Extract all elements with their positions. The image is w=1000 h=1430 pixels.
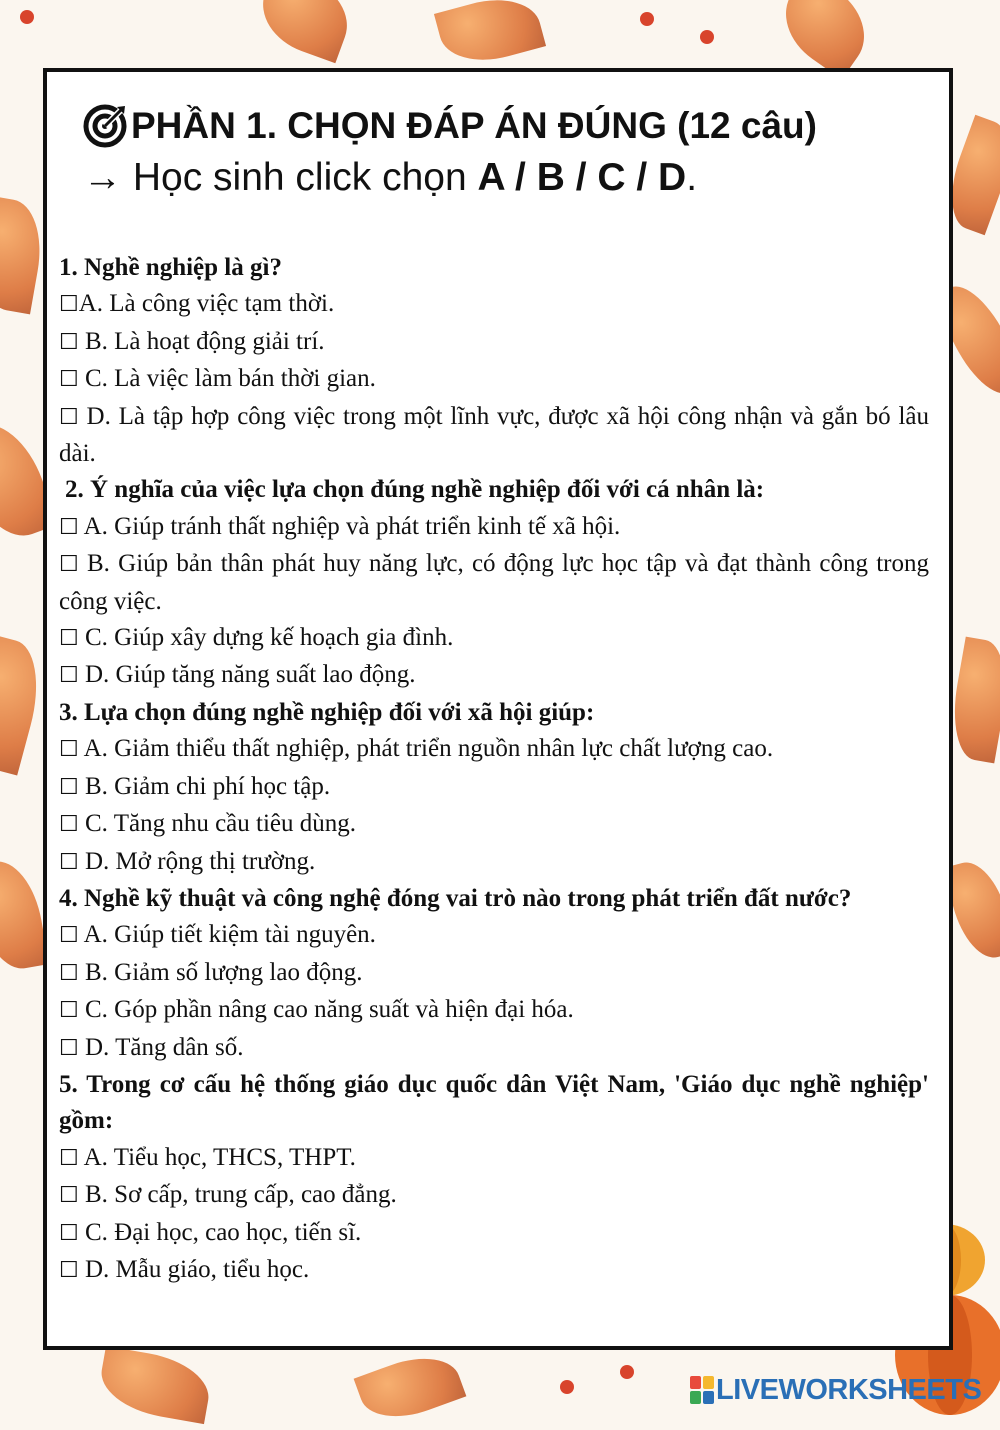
checkbox[interactable]: ☐ <box>59 998 79 1024</box>
option-1b[interactable] <box>59 324 929 361</box>
option-label: A. Tiểu học, THCS, THPT. <box>83 1143 356 1171</box>
option-label: A. Giảm thiểu thất nghiệp, phát triển nguồn nhân lực chất lượng cao. <box>83 735 774 763</box>
checkbox[interactable]: ☐ <box>59 923 79 949</box>
option-label: D. Giúp tăng năng suất lao động. <box>84 661 416 689</box>
checkbox[interactable]: ☐ <box>59 367 79 393</box>
option-label: B. Giảm chi phí học tập. <box>84 772 331 800</box>
checkbox[interactable]: ☐ <box>59 514 79 540</box>
instruction-prefix: → Học sinh click chọn <box>83 156 478 199</box>
option-label: C. Giúp xây dựng kế hoạch gia đình. <box>84 624 454 652</box>
checkbox[interactable]: ☐ <box>59 737 79 763</box>
option-label: B. Giảm số lượng lao động. <box>84 958 363 986</box>
checkbox[interactable]: ☐ <box>59 774 79 800</box>
worksheet-frame <box>43 68 953 1350</box>
option-4a[interactable] <box>59 917 929 954</box>
option-label: A. Là công việc tạm thời. <box>78 290 335 318</box>
checkbox[interactable]: ☐ <box>59 404 79 430</box>
checkbox[interactable]: ☐ <box>59 1183 79 1209</box>
option-2a[interactable] <box>59 509 929 546</box>
question-2: 2. Ý nghĩa của việc lựa chọn đúng nghề nghiệp đối với cá nhân là: <box>65 476 765 504</box>
option-label: C. Đại học, cao học, tiến sĩ. <box>84 1218 362 1246</box>
option-1a[interactable] <box>59 286 929 323</box>
checkbox[interactable]: ☐ <box>59 663 79 689</box>
checkbox[interactable]: ☐ <box>59 292 79 318</box>
option-3a[interactable] <box>59 731 929 768</box>
option-label: D. Mẫu giáo, tiểu học. <box>84 1255 310 1283</box>
checkbox[interactable]: ☐ <box>59 960 79 986</box>
checkbox[interactable]: ☐ <box>59 1257 79 1283</box>
checkbox[interactable]: ☐ <box>59 1220 79 1246</box>
option-5b[interactable] <box>59 1177 929 1214</box>
option-label: C. Góp phần nâng cao năng suất và hiện đại hóa. <box>84 996 574 1024</box>
option-label: A. Giúp tránh thất nghiệp và phát triển kinh tế xã hội. <box>83 512 621 540</box>
instruction-text <box>83 156 923 200</box>
question-5: 5. Trong cơ cấu hệ thống giáo dục quốc dân Việt Nam, 'Giáo dục nghề nghiệp' gồm: <box>59 1070 929 1135</box>
checkbox[interactable]: ☐ <box>59 329 79 355</box>
option-label: C. Là việc làm bán thời gian. <box>84 365 376 393</box>
option-1c[interactable] <box>59 361 929 398</box>
option-2c[interactable] <box>59 620 929 657</box>
option-label: D. Tăng dân số. <box>84 1033 244 1061</box>
checkbox[interactable]: ☐ <box>59 1145 79 1171</box>
checkbox[interactable]: ☐ <box>59 1035 79 1061</box>
option-label: B. Là hoạt động giải trí. <box>84 327 325 355</box>
option-label: B. Giúp bản thân phát huy năng lực, có động lực học tập và đạt thành công trong công việc. <box>59 550 930 615</box>
checkbox[interactable]: ☐ <box>59 626 79 652</box>
option-3b[interactable] <box>59 769 929 806</box>
option-2b[interactable] <box>59 546 929 620</box>
option-4b[interactable] <box>59 955 929 992</box>
checkbox[interactable]: ☐ <box>59 849 79 875</box>
option-5c[interactable] <box>59 1215 929 1252</box>
section-header <box>83 100 923 200</box>
title-row <box>83 100 923 152</box>
option-label: A. Giúp tiết kiệm tài nguyên. <box>83 921 376 949</box>
option-5a[interactable] <box>59 1140 929 1177</box>
instruction-suffix: . <box>686 156 698 199</box>
checkbox[interactable]: ☐ <box>59 552 79 578</box>
checkbox[interactable]: ☐ <box>59 812 79 838</box>
option-label: B. Sơ cấp, trung cấp, cao đẳng. <box>84 1181 397 1209</box>
page-title: PHẦN 1. CHỌN ĐÁP ÁN ĐÚNG (12 câu) <box>131 105 817 146</box>
question-1: 1. Nghề nghiệp là gì? <box>59 254 282 281</box>
option-4d[interactable] <box>59 1030 929 1067</box>
option-3c[interactable] <box>59 806 929 843</box>
option-label: C. Tăng nhu cầu tiêu dùng. <box>84 810 357 838</box>
question-4: 4. Nghề kỹ thuật và công nghệ đóng vai trò nào trong phát triển đất nước? <box>59 884 852 912</box>
option-5d[interactable] <box>59 1252 929 1289</box>
question-list <box>59 250 929 1289</box>
option-2d[interactable] <box>59 657 929 694</box>
option-4c[interactable] <box>59 992 929 1029</box>
option-1d[interactable] <box>59 399 929 473</box>
brand-text: LIVEWORKSHEETS <box>716 1373 982 1406</box>
option-3d[interactable] <box>59 844 929 881</box>
option-label: D. Là tập hợp công việc trong một lĩnh vực, được xã hội công nhận và gắn bó lâu dài. <box>59 402 930 468</box>
instruction-options: A / B / C / D <box>477 156 687 199</box>
brand-badge-icon <box>690 1376 714 1404</box>
target-icon <box>83 104 127 148</box>
option-label: D. Mở rộng thị trường. <box>84 847 316 875</box>
liveworksheets-logo <box>690 1372 981 1408</box>
question-3: 3. Lựa chọn đúng nghề nghiệp đối với xã hội giúp: <box>59 698 595 726</box>
